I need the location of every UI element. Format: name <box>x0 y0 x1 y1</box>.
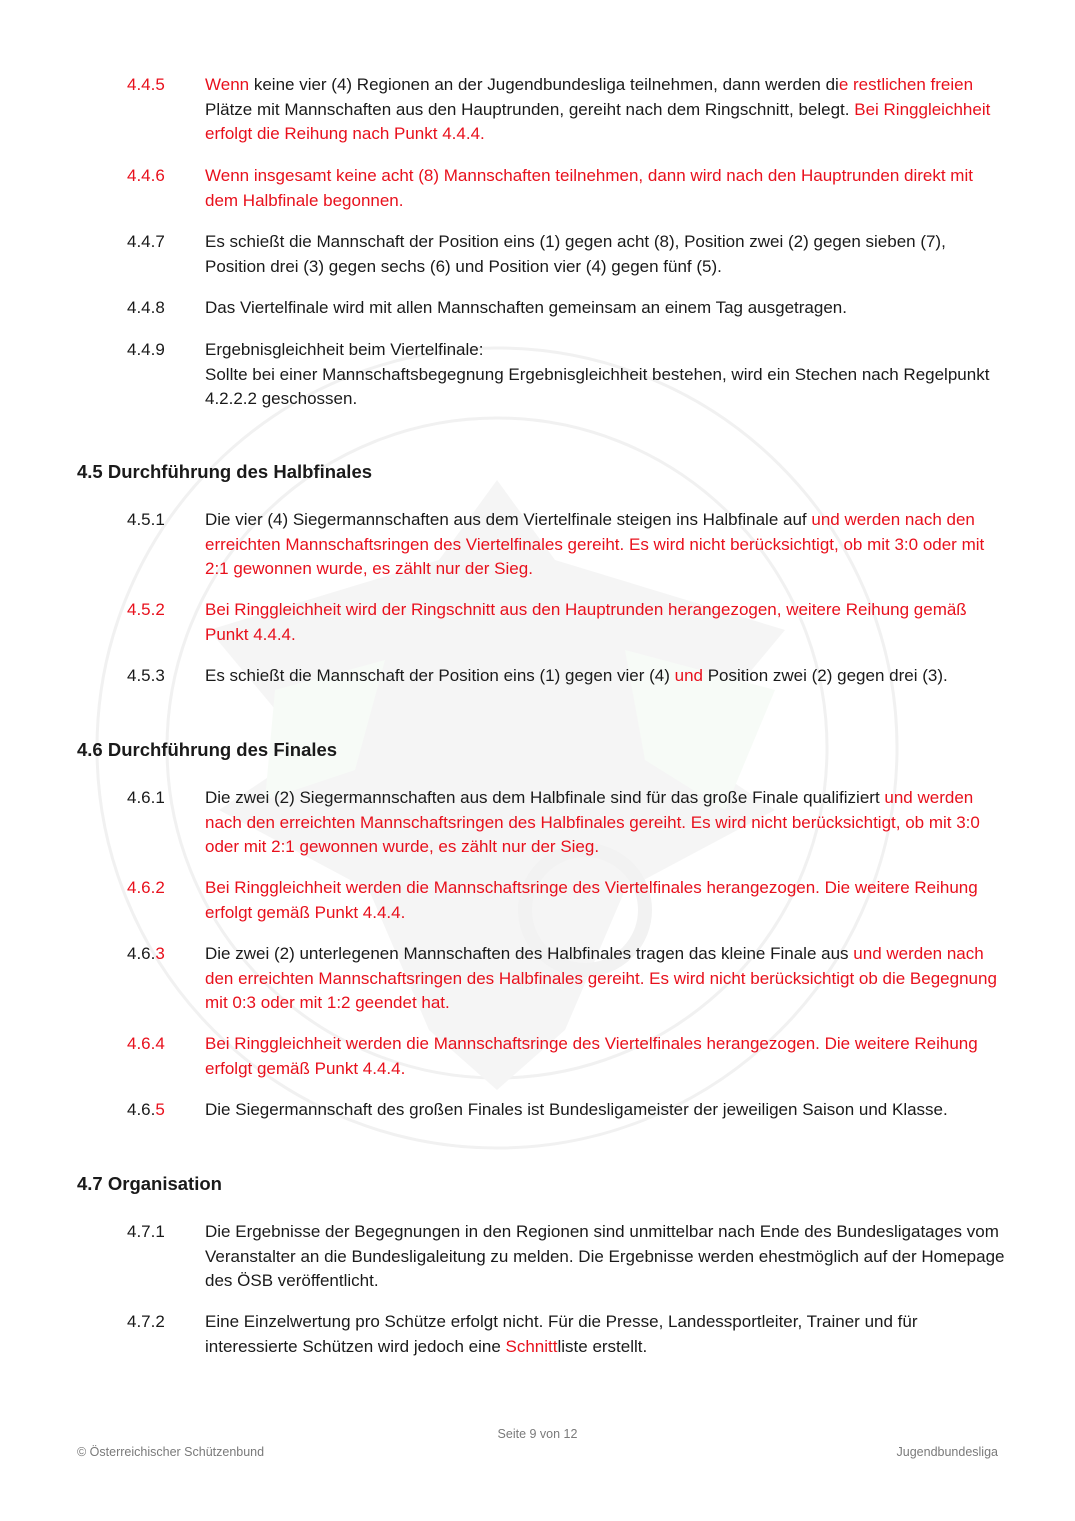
clause-number: 4.7.1 <box>127 1222 165 1241</box>
clause-text: Eine Einzelwertung pro Schütze erfolgt nicht. Für die Presse, Landessportleiter, Trainer und für interessierte Schützen wird jedoch eine Schnittliste erstellt. <box>205 1312 918 1356</box>
clause-text: Es schießt die Mannschaft der Position eins (1) gegen vier (4) und Position zwei (2) gegen drei (3). <box>205 666 948 685</box>
clause-number: 4.4.5 <box>127 75 165 94</box>
clause-text: Es schießt die Mannschaft der Position eins (1) gegen acht (8), Position zwei (2) gegen sieben (7), Position drei (3) gegen sechs (6) und Position vier (4) gegen fünf (5). <box>205 232 946 276</box>
clause-text: Bei Ringgleichheit werden die Mannschaftsringe des Viertelfinales herangezogen. Die weitere Reihung erfolgt gemäß Punkt 4.4.4. <box>205 878 978 922</box>
clause-number: 4.7.2 <box>127 1312 165 1331</box>
clause-text: Wenn insgesamt keine acht (8) Mannschaften teilnehmen, dann wird nach den Hauptrunden direkt mit dem Halbfinale begonnen. <box>205 166 973 210</box>
section-heading-4-5: 4.5 Durchführung des Halbfinales <box>77 461 373 482</box>
clause-text: Die Ergebnisse der Begegnungen in den Regionen sind unmittelbar nach Ende des Bundesligatages vom Veranstalter an die Bundesligaleitung zu melden. Die Ergebnisse werden ehestmöglich auf der Homepage des ÖSB veröffentlicht. <box>205 1222 1005 1290</box>
clause-number: 4.4.9 <box>127 340 165 359</box>
clause-number: 4.5.2 <box>127 600 165 619</box>
clause-number: 4.5.1 <box>127 510 165 529</box>
section-heading-4-7: 4.7 Organisation <box>77 1173 222 1194</box>
clause-text: Die vier (4) Siegermannschaften aus dem Viertelfinale steigen ins Halbfinale auf und werden nach den erreichten Mannschaftsringen des Viertelfinales gereiht. Es wird nicht berücksichtigt, ob mit 3:0 oder mit 2:1 gewonnen wurde, es zählt nur der Sieg. <box>205 510 985 578</box>
section-heading-4-6: 4.6 Durchführung des Finales <box>77 739 338 760</box>
clause-text: Wenn keine vier (4) Regionen an der Jugendbundesliga teilnehmen, dann werden die restlichen freien Plätze mit Mannschaften aus den Hauptrunden, gereiht nach dem Ringschnitt, belegt. Bei Ringgleichheit erfolgt die Reihung nach Punkt 4.4.4. <box>205 75 991 143</box>
clause-text: Ergebnisgleichheit beim Viertelfinale: Sollte bei einer Mannschaftsbegegnung Ergebnisgleichheit bestehen, wird ein Stechen nach Regelpunkt 4.2.2.2 geschossen. <box>205 340 990 408</box>
clause-text: Die zwei (2) Siegermannschaften aus dem Halbfinale sind für das große Finale qualifiziert und werden nach den erreichten Mannschaftsringen des Halbfinales gereiht. Es wird nicht berücksichtigt, ob mit 3:0 oder mit 2:1 gewonnen wurde, es zählt nur der Sieg. <box>205 788 980 856</box>
clause-text: Die zwei (2) unterlegenen Mannschaften des Halbfinales tragen das kleine Finale aus und werden nach den erreichten Mannschaftsringen des Halbfinales gereiht. Es wird nicht berücksichtigt ob die Begegnung mit 0:3 oder mit 1:2 geendet hat. <box>205 944 997 1012</box>
clause-text: Bei Ringgleichheit wird der Ringschnitt aus den Hauptrunden herangezogen, weitere Reihung gemäß Punkt 4.4.4. <box>205 600 967 644</box>
clause-text: Das Viertelfinale wird mit allen Mannschaften gemeinsam an einem Tag ausgetragen. <box>205 298 847 317</box>
clause-number: 4.4.8 <box>127 298 165 317</box>
clause-text: Bei Ringgleichheit werden die Mannschaftsringe des Viertelfinales herangezogen. Die weitere Reihung erfolgt gemäß Punkt 4.4.4. <box>205 1034 978 1078</box>
clause-number: 4.5.3 <box>127 666 165 685</box>
footer-copyright: © Österreichischer Schützenbund <box>77 1445 265 1459</box>
clause-number: 4.4.7 <box>127 232 165 251</box>
page-number: Seite 9 von 12 <box>497 1427 578 1441</box>
clause-number: 4.6.3 <box>127 944 165 963</box>
clause-text: Die Siegermannschaft des großen Finales ist Bundesligameister der jeweiligen Saison und Klasse. <box>205 1100 948 1119</box>
clause-number: 4.6.2 <box>127 878 165 897</box>
footer-document-title: Jugendbundesliga <box>896 1445 998 1459</box>
clause-number: 4.4.6 <box>127 166 165 185</box>
clause-number: 4.6.4 <box>127 1034 165 1053</box>
clause-number: 4.6.5 <box>127 1100 165 1119</box>
clause-number: 4.6.1 <box>127 788 165 807</box>
